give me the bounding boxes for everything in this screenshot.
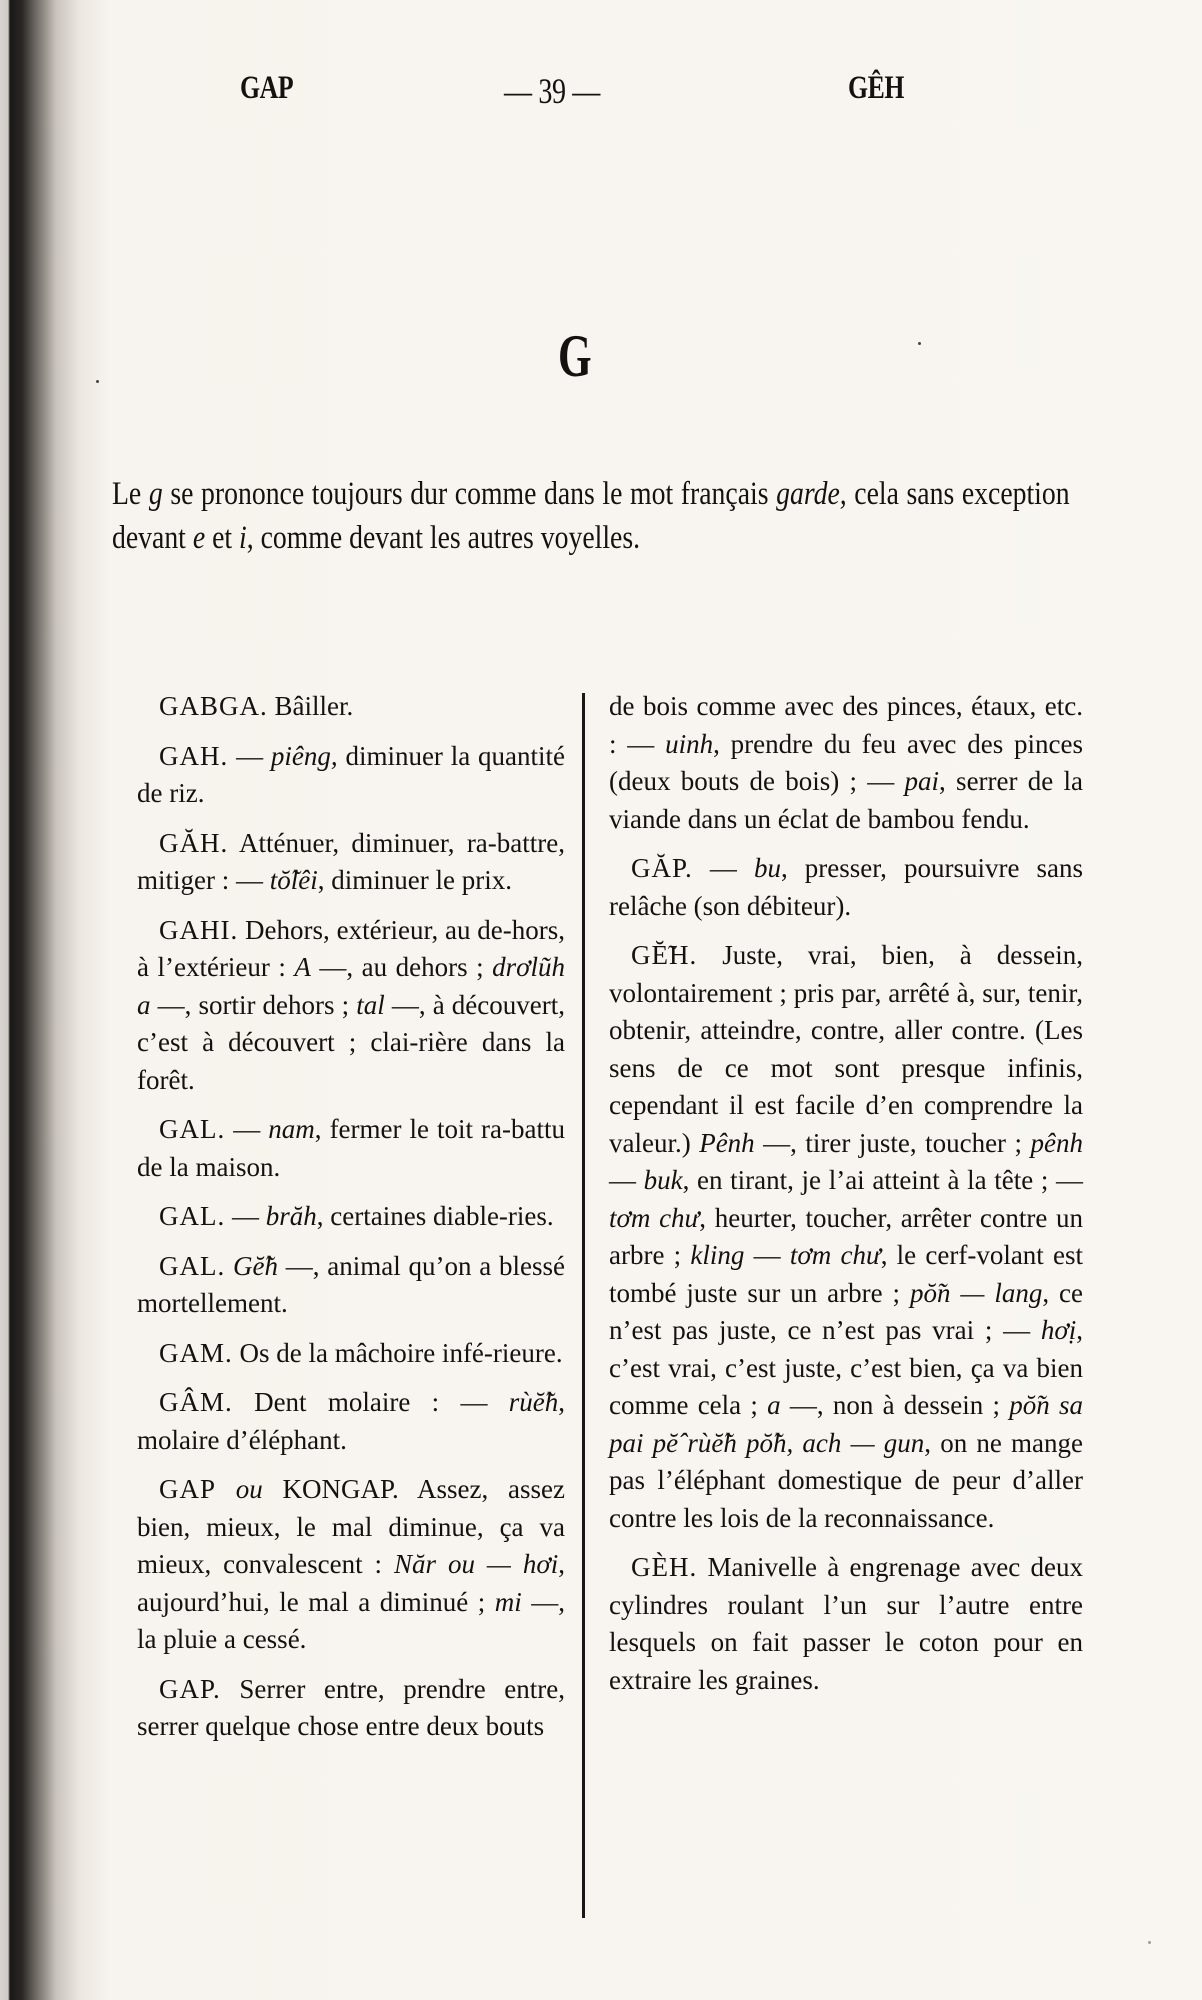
italic-term: pênh: [1030, 1127, 1083, 1158]
paper-speck: [918, 342, 921, 345]
text-run: , aujourd’hui, le mal a diminué ;: [137, 1549, 566, 1617]
text-run: , prendre du feu avec des pinces (deux bouts de bois) ; —: [609, 728, 1083, 796]
italic-term: bu: [753, 853, 781, 883]
text-run: Atténuer, diminuer, ra-battre, mitiger : —: [137, 827, 565, 895]
entry-headword: GÈH.: [631, 1552, 698, 1582]
text-run: Bâiller.: [267, 691, 354, 721]
entry-headword: GÂM.: [159, 1387, 233, 1417]
text-run: —, tirer juste, toucher ;: [754, 1127, 1031, 1158]
text-run: , c’est vrai, c’est juste, c’est bien, ça va bien comme cela ;: [609, 1315, 1083, 1420]
italic-term: tal: [356, 989, 385, 1020]
text-run: , diminuer le prix.: [317, 865, 512, 895]
dictionary-entry: [137, 825, 565, 900]
text-run: —: [744, 1240, 790, 1270]
entry-headword: GĂH.: [159, 827, 229, 858]
dictionary-entry: [609, 688, 1083, 838]
text-run: , on ne mange pas l’éléphant domestique de peur d’aller contre les lois de la reconnaissance.: [609, 1427, 1084, 1533]
text-run: , serrer de la viande dans un éclat de bambou fendu.: [609, 766, 1083, 834]
italic-term: drơlũh a: [137, 952, 566, 1020]
column-divider: [582, 693, 585, 1918]
italic-term: tơm chư: [789, 1240, 881, 1270]
italic-term: buk: [643, 1165, 683, 1195]
text-run: —, au dehors ;: [310, 952, 493, 982]
dictionary-entry: [137, 1471, 565, 1659]
paper-speck: [1148, 1941, 1151, 1944]
text-run: Le: [112, 476, 149, 512]
text-run: Manivelle à engrenage avec deux cylindres roulant l’un sur l’autre entre lesquels on fait passer le coton pour en extraire les graines.: [609, 1552, 1083, 1695]
dictionary-entry: [137, 688, 565, 726]
text-run: —: [692, 853, 754, 883]
dictionary-entry: [137, 1248, 565, 1323]
italic-term: ou: [235, 1474, 263, 1504]
text-run: , en tirant, je l’ai atteint à la tête ; —: [682, 1165, 1084, 1195]
italic-term: a: [767, 1390, 781, 1420]
text-run: , certaines diable-ries.: [316, 1201, 554, 1231]
italic-term: rùĕ̃h: [508, 1387, 559, 1417]
text-run: , ce n’est pas juste, ce n’est pas vrai ; —: [609, 1277, 1084, 1345]
italic-term: Pênh: [699, 1127, 755, 1158]
dictionary-entry: [137, 1384, 565, 1459]
entry-headword: GAH.: [159, 740, 229, 771]
dictionary-entry: [137, 1671, 565, 1746]
section-letter-heading: G: [558, 323, 592, 389]
italic-term: A: [294, 952, 311, 982]
text-run: , molaire d’éléphant.: [137, 1387, 565, 1455]
italic-term: i: [239, 520, 247, 556]
text-run: Dehors, extérieur, au de-hors, à l’extérieur :: [137, 914, 565, 982]
italic-term: pai: [904, 766, 940, 796]
text-run: Juste, vrai, bien, à dessein, volontairement ; pris par, arrêté à, sur, tenir, obtenir, atteindre, contre, aller contre. (Les sens de ce mot sont presque infinis, cependant il est facile d’en comprendre la valeur.): [609, 940, 1083, 1158]
italic-term: mi: [494, 1586, 522, 1617]
dictionary-entry: [609, 1549, 1083, 1699]
right-column: [609, 688, 1083, 1711]
italic-term: brăh: [265, 1201, 317, 1231]
italic-term: nam: [268, 1114, 315, 1144]
text-run: —, la pluie a cessé.: [137, 1586, 565, 1654]
text-run: Serrer entre, prendre entre, serrer quelque chose entre deux bouts: [137, 1673, 565, 1741]
left-column: [137, 688, 565, 1758]
dictionary-entry: [137, 1335, 565, 1373]
entry-headword: GAP.: [159, 1673, 221, 1704]
entry-headword: GĔ̃H.: [631, 940, 698, 970]
text-run: [225, 1251, 233, 1281]
italic-term: e: [192, 520, 206, 556]
italic-term: hơị: [1040, 1315, 1077, 1345]
italic-term: pŏ̃n — lang: [909, 1277, 1043, 1308]
entry-headword: GĂP.: [631, 853, 693, 883]
dictionary-entry: [137, 1198, 565, 1236]
entry-headword: GAL.: [159, 1250, 226, 1281]
text-run: Os de la mâchoire infé-rieure.: [232, 1337, 563, 1368]
text-run: Dent molaire : —: [232, 1387, 509, 1417]
text-run: —: [225, 1114, 269, 1144]
italic-term: kling: [690, 1240, 745, 1270]
text-run: cela sans exception devant: [112, 476, 1070, 556]
entry-headword: GAL.: [159, 1114, 226, 1144]
entry-headword: GAHI.: [159, 914, 239, 945]
italic-term: tŏ̃lêi: [269, 865, 318, 895]
text-run: —, sortir dehors ;: [150, 989, 357, 1020]
text-run: —: [225, 1201, 266, 1231]
paper-speck: [96, 380, 99, 383]
entry-headword: GAM.: [159, 1337, 233, 1368]
italic-term: piêng,: [270, 740, 338, 771]
page-number: — 39 —: [504, 71, 600, 111]
dictionary-entry: [609, 850, 1083, 925]
text-run: [216, 1474, 236, 1504]
dictionary-entry: [137, 912, 565, 1100]
italic-term: tơm chư: [609, 1202, 700, 1233]
text-run: —, à découvert, c’est à découvert ; clai-rière dans la forêt.: [137, 989, 565, 1095]
italic-term: Năr ou — hơi: [394, 1549, 559, 1579]
text-run: de bois comme avec des pinces, étaux, etc. : —: [609, 691, 1083, 759]
italic-term: Gĕ̃h: [233, 1250, 278, 1281]
text-run: se prononce toujours dur comme dans le mot français: [162, 476, 777, 512]
entry-headword: GABGA.: [159, 691, 268, 721]
dictionary-entry: [609, 937, 1083, 1537]
text-run: , fermer le toit ra-battu de la maison.: [137, 1114, 566, 1182]
text-run: , heurter, toucher, arrêter contre un arbre ;: [609, 1202, 1084, 1270]
dictionary-entry: [137, 1111, 565, 1186]
text-run: , presser, poursuivre sans relâche (son débiteur).: [609, 853, 1084, 921]
text-run: et: [205, 520, 240, 556]
text-run: —, animal qu’on a blessé mortellement.: [137, 1250, 565, 1318]
left-guide-word: GAP: [240, 70, 294, 106]
text-run: diminuer la quantité de riz.: [137, 740, 565, 808]
text-run: , comme devant les autres voyelles.: [246, 520, 641, 556]
text-run: —: [228, 740, 271, 771]
italic-term: g: [148, 476, 163, 512]
right-guide-word: GÊH: [848, 70, 905, 106]
text-run: —: [609, 1165, 644, 1195]
italic-term: pŏ̃n sa pai pĕ̂ rùĕ̃h pŏ̃h, ach — gun: [609, 1390, 1083, 1458]
italic-term: garde,: [776, 476, 847, 512]
entry-headword: GAL.: [159, 1201, 226, 1231]
intro-paragraph: [112, 472, 1070, 560]
dictionary-entry: [137, 738, 565, 813]
text-run: , le cerf-volant est tombé juste sur un arbre ;: [609, 1240, 1084, 1308]
text-run: —, non à dessein ;: [780, 1390, 1010, 1420]
text-run: KONGAP. Assez, assez bien, mieux, le mal diminue, ça va mieux, convalescent :: [137, 1474, 565, 1579]
italic-term: uinh: [665, 728, 714, 759]
entry-headword: GAP: [159, 1474, 217, 1504]
